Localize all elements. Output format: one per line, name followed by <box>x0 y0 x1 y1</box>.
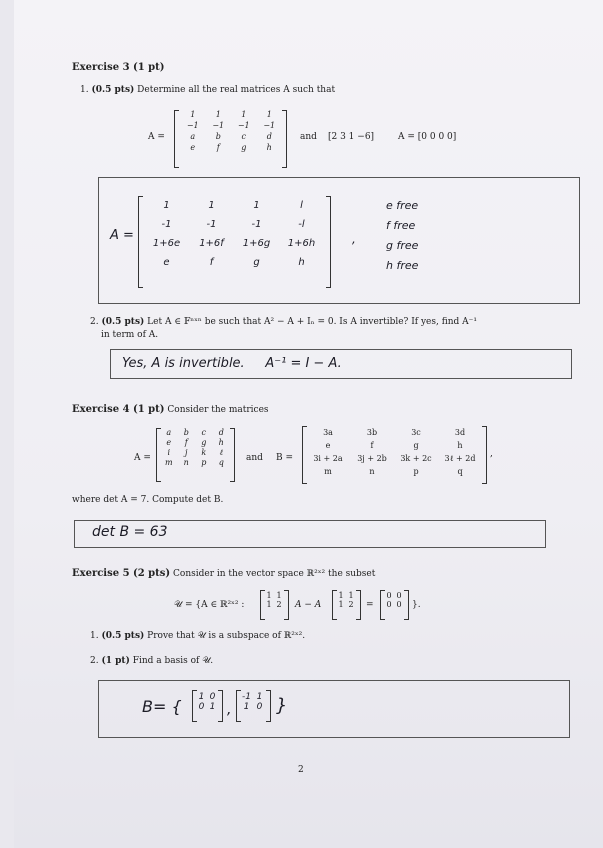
matrix-entry: 1 <box>338 600 344 609</box>
matrix-entry: l <box>300 200 303 211</box>
question-text: Determine all the real matrices A such that <box>137 85 336 95</box>
matrix-b <box>306 428 482 476</box>
and-text: and <box>300 132 317 142</box>
ex5-question-1 <box>90 630 305 642</box>
matrix-entry: 1 <box>256 692 263 702</box>
matrix-entry: m <box>164 458 173 467</box>
matrix-entry: a <box>166 428 172 437</box>
basis-matrix-2 <box>240 692 266 712</box>
matrix-entry: 0 <box>198 702 205 712</box>
exam-page <box>14 0 603 848</box>
matrix-entry: q <box>457 467 463 476</box>
question-points: (1 pt) <box>101 656 130 666</box>
set-prefix: 𝒰 = {A ∈ ℝ²ˣ² : <box>174 600 245 610</box>
matrix-entry: c <box>201 428 206 437</box>
answer-bracket-right <box>218 690 223 722</box>
question-points: (0.5 pts) <box>91 85 135 95</box>
matrix-entry: n <box>183 458 189 467</box>
matrix-entry: e <box>325 441 331 450</box>
matrix-entry: c <box>241 132 246 141</box>
matrix-entry: 0 <box>396 591 402 600</box>
matrix-entry: 2 <box>276 600 282 609</box>
matrix-entry: 1 <box>266 591 272 600</box>
matrix-entry: −1 <box>212 121 225 130</box>
question-text-continued: in term of A. <box>101 330 159 340</box>
matrix-entry: 0 <box>386 600 392 609</box>
zero-matrix <box>384 591 404 609</box>
equation-rhs: A = [0 0 0 0] <box>398 132 457 142</box>
ex3-question-2 <box>90 316 590 328</box>
matrix-entry: 3k + 2c <box>400 454 432 463</box>
page-number: 2 <box>298 765 304 775</box>
set-matrix-2 <box>336 591 356 609</box>
matrix-entry: −1 <box>263 121 276 130</box>
matrix-entry: n <box>369 467 375 476</box>
matrix-entry: −1 <box>237 121 250 130</box>
free-variable-note: f free <box>386 219 416 232</box>
matrix-entry: g <box>201 438 207 447</box>
question-number: 2. <box>90 317 99 327</box>
matrix-entry: -1 <box>251 219 262 230</box>
matrix-entry: 1+6g <box>242 238 271 249</box>
matrix-entry: −1 <box>186 121 199 130</box>
matrix-a-label: A = <box>148 132 165 142</box>
matrix-b-label: B = <box>276 453 294 463</box>
matrix-entry: d <box>218 428 224 437</box>
matrix-entry: 0 <box>209 692 216 702</box>
matrix-entry: g <box>241 143 247 152</box>
exercise-5-title: Exercise 5 (2 pts) <box>72 568 171 579</box>
answer-bracket-left <box>138 196 143 288</box>
matrix-entry: ℓ <box>219 448 223 457</box>
question-text: Let A ∈ 𝔽ⁿˣⁿ be such that A² − A + Iₙ = 0. Is A invertible? If yes, find A⁻¹ <box>147 317 478 327</box>
matrix-bracket-right <box>356 590 361 620</box>
matrix-entry: 1+6f <box>199 238 224 249</box>
exercise-5-intro: Consider in the vector space ℝ²ˣ² the subset <box>173 569 376 579</box>
matrix-entry: 1 <box>348 591 354 600</box>
matrix-entry: k <box>201 448 207 457</box>
question-text: Find a basis of 𝒰. <box>132 656 214 666</box>
matrix-b-comma: , <box>490 449 493 459</box>
matrix-entry: f <box>216 143 220 152</box>
matrix-entry: h <box>298 257 305 268</box>
matrix-entry: p <box>413 467 419 476</box>
basis-prefix: B= { <box>142 697 182 716</box>
matrix-entry: e <box>163 257 170 268</box>
matrix-entry: d <box>266 132 272 141</box>
free-variable-note: g free <box>386 239 419 252</box>
matrix-entry: 1 <box>209 702 216 712</box>
matrix-entry: 1 <box>190 110 196 119</box>
matrix-entry: -1 <box>242 692 251 702</box>
matrix-bracket-right <box>482 426 487 484</box>
matrix-entry: a <box>190 132 196 141</box>
matrix-entry: 0 <box>386 591 392 600</box>
matrix-entry: g <box>413 441 419 450</box>
matrix-entry: 1 <box>253 200 260 211</box>
matrix-entry: e <box>166 438 172 447</box>
matrix-entry: -1 <box>161 219 172 230</box>
matrix-entry: h <box>266 143 272 152</box>
answer-comma: , <box>352 232 356 246</box>
matrix-bracket-right <box>282 110 287 168</box>
matrix-entry: 1 <box>241 110 247 119</box>
matrix-entry: 2 <box>348 600 354 609</box>
matrix-entry: 3ℓ + 2d <box>444 454 476 463</box>
matrix-bracket-left <box>174 110 179 168</box>
equals-sign: = <box>366 600 374 610</box>
ex4-question: where det A = 7. Compute det B. <box>72 495 224 505</box>
question-text: Prove that 𝒰 is a subspace of ℝ²ˣ². <box>147 631 306 641</box>
matrix-bracket-right <box>230 428 235 482</box>
basis-matrix-1 <box>196 692 218 712</box>
answer-bracket-right <box>326 196 331 288</box>
matrix-entry: f <box>184 438 188 447</box>
matrix-entry: h <box>218 438 224 447</box>
matrix-a <box>160 428 230 467</box>
matrix-entry: 1 <box>198 692 205 702</box>
matrix-a-label: A = <box>134 453 151 463</box>
matrix-entry: q <box>218 458 224 467</box>
exercise-4-title: Exercise 4 (1 pt) <box>72 404 165 415</box>
exercise-5-header <box>72 568 375 580</box>
matrix-entry: p <box>201 458 207 467</box>
matrix-entry: 1 <box>215 110 221 119</box>
matrix-entry: 3j + 2b <box>357 454 387 463</box>
matrix-entry: 3d <box>454 428 466 437</box>
matrix-entry: 3i + 2a <box>313 454 343 463</box>
basis-separator: , <box>227 702 232 718</box>
matrix-entry: f <box>209 257 214 268</box>
matrix-entry: 1 <box>338 591 344 600</box>
answer-a-label: A = <box>110 228 134 243</box>
matrix-entry: 1 <box>266 600 272 609</box>
matrix-entry: f <box>370 441 374 450</box>
matrix-bracket-right <box>284 590 289 620</box>
exercise-4-intro: Consider the matrices <box>167 405 269 415</box>
matrix-entry: 3b <box>366 428 378 437</box>
matrix-bracket-right <box>404 590 409 620</box>
ex5-question-2 <box>90 655 213 667</box>
matrix-entry: -1 <box>206 219 217 230</box>
matrix-entry: 1 <box>266 110 272 119</box>
question-number: 1. <box>90 631 99 641</box>
matrix-entry: h <box>457 441 463 450</box>
matrix-entry: 1 <box>243 702 250 712</box>
row-vector: [2 3 1 −6] <box>328 132 375 142</box>
set-suffix: }. <box>412 600 421 610</box>
minus-a-text: A − A <box>295 600 322 610</box>
matrix-entry: g <box>253 257 260 268</box>
matrix-entry: 0 <box>396 600 402 609</box>
free-variable-notes <box>386 196 418 276</box>
matrix-entry: j <box>185 448 188 457</box>
question-points: (0.5 pts) <box>101 631 145 641</box>
matrix-entry: 1 <box>208 200 215 211</box>
free-variable-note: h free <box>386 259 419 272</box>
free-variable-note: e free <box>386 199 419 212</box>
matrix-entry: 1 <box>163 200 170 211</box>
exercise-3-title: Exercise 3 (1 pt) <box>72 62 165 73</box>
matrix-entry: 1+6e <box>152 238 181 249</box>
ex3-matrix <box>180 110 282 152</box>
matrix-entry: -l <box>298 219 305 230</box>
matrix-entry: e <box>190 143 196 152</box>
question-points: (0.5 pts) <box>101 317 145 327</box>
question-number: 1. <box>80 85 89 95</box>
matrix-entry: 0 <box>256 702 263 712</box>
answer-bracket-right <box>266 690 271 722</box>
matrix-entry: 3a <box>323 428 333 437</box>
basis-suffix: } <box>276 695 288 716</box>
matrix-entry: 1+6h <box>287 238 316 249</box>
set-matrix-1 <box>264 591 284 609</box>
matrix-entry: 3c <box>411 428 421 437</box>
exercise-4-header <box>72 404 269 416</box>
ex3-q2-answer: Yes, A is invertible. A⁻¹ = I − A. <box>122 356 342 371</box>
and-text: and <box>246 453 263 463</box>
ex4-answer: det B = 63 <box>92 524 168 540</box>
ex3-answer-matrix <box>144 200 324 268</box>
question-number: 2. <box>90 656 99 666</box>
matrix-entry: b <box>215 132 221 141</box>
matrix-entry: 1 <box>276 591 282 600</box>
ex3-question-1 <box>80 84 335 96</box>
matrix-entry: m <box>324 467 332 476</box>
matrix-entry: b <box>183 428 189 437</box>
matrix-entry: i <box>167 448 171 457</box>
